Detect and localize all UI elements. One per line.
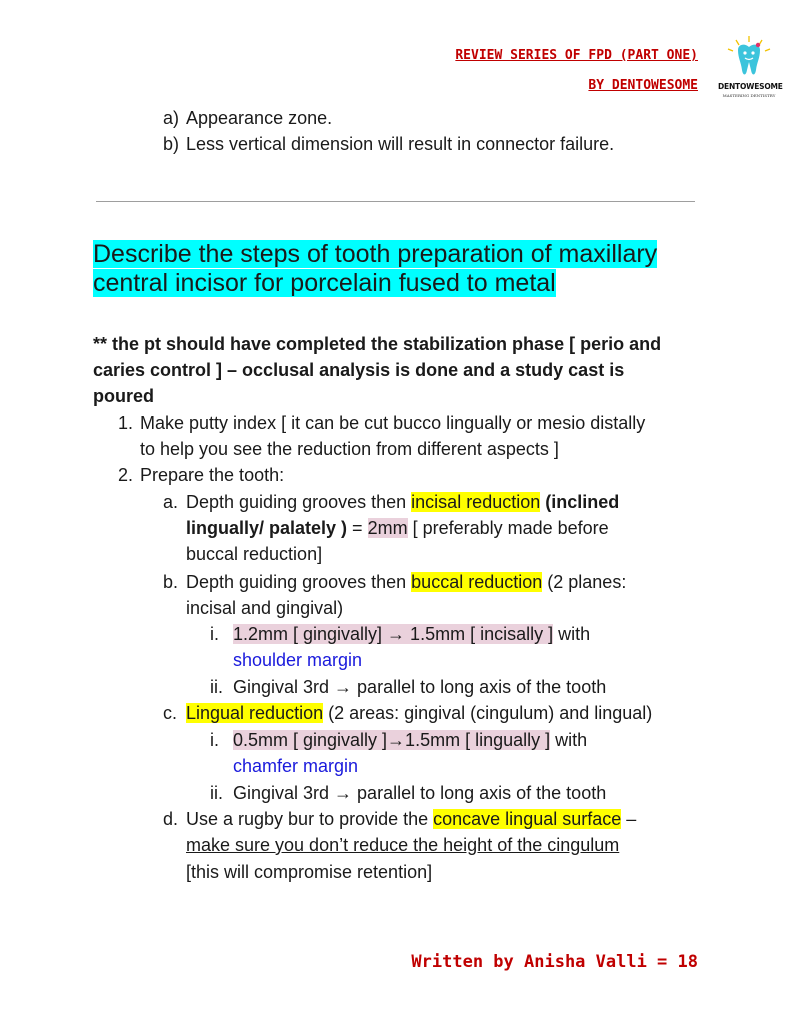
roman-marker: i. xyxy=(210,730,219,750)
substep-c-ii: Gingival 3rd → parallel to long axis of the tooth xyxy=(233,783,607,803)
roman-marker: i. xyxy=(210,624,219,644)
step-1-line1: Make putty index [ it can be cut bucco lingually or mesio distally xyxy=(140,413,646,433)
substep-c-i-line1: 0.5mm [ gingivally ]→1.5mm [ lingually ] with xyxy=(233,730,588,750)
substep-marker: d. xyxy=(163,809,179,829)
highlight: Lingual reduction xyxy=(186,703,324,723)
dentowesome-logo xyxy=(718,34,783,104)
substep-a-line2: lingually/ palately ) = 2mm [ preferably made before xyxy=(186,518,609,538)
step-2-text: Prepare the tooth: xyxy=(140,465,285,485)
substep-b-line2: incisal and gingival) xyxy=(186,598,344,618)
logo-name: DENTOWESOME xyxy=(718,82,783,91)
highlight: 0.5mm [ gingivally ]→1.5mm [ lingually ] xyxy=(233,730,551,750)
roman-marker: ii. xyxy=(210,677,223,697)
substep-c-line1: Lingual reduction (2 areas: gingival (cingulum) and lingual) xyxy=(186,703,653,723)
header-author: BY DENTOWESOME xyxy=(588,78,698,93)
substep-b-ii: Gingival 3rd → parallel to long axis of the tooth xyxy=(233,677,607,697)
substep-d-line3: [this will compromise retention] xyxy=(186,862,433,882)
highlight: buccal reduction xyxy=(411,572,543,592)
divider xyxy=(96,201,695,202)
substep-c-i-line2: chamfer margin xyxy=(233,756,359,776)
substep-marker: b. xyxy=(163,572,179,592)
substep-d-line1: Use a rugby bur to provide the concave lingual surface – xyxy=(186,809,637,829)
substep-marker: a. xyxy=(163,492,179,512)
note-line2: caries control ] – occlusal analysis is done and a study cast is xyxy=(93,360,625,380)
substep-d-line2: make sure you don’t reduce the height of the cingulum xyxy=(186,835,620,855)
highlight: 2mm xyxy=(367,518,408,538)
highlight: incisal reduction xyxy=(411,492,541,512)
substep-b-i-line2: shoulder margin xyxy=(233,650,363,670)
footer-author-page: Written by Anisha Valli = 18 xyxy=(411,952,698,972)
roman-marker: ii. xyxy=(210,783,223,803)
logo-tagline: MASTERING DENTISTRY xyxy=(722,93,776,98)
substep-b-i-line1: 1.2mm [ gingivally] → 1.5mm [ incisally ] with xyxy=(233,624,591,644)
note-line3: poured xyxy=(93,386,154,406)
substep-marker: c. xyxy=(163,703,178,723)
substep-a-line3: buccal reduction] xyxy=(186,544,323,564)
list-item: Appearance zone. xyxy=(186,108,333,128)
step-1-line2: to help you see the reduction from different aspects ] xyxy=(140,439,559,459)
highlight: concave lingual surface xyxy=(433,809,622,829)
list-marker: a) xyxy=(163,108,180,128)
substep-b-line1: Depth guiding grooves then buccal reduction (2 planes: xyxy=(186,572,627,592)
substep-a-line1: Depth guiding grooves then incisal reduction (inclined xyxy=(186,492,620,512)
highlight: 1.2mm [ gingivally] → 1.5mm [ incisally ] xyxy=(233,624,554,644)
step-marker: 1. xyxy=(118,413,134,433)
header-series-title: REVIEW SERIES OF FPD (PART ONE) xyxy=(455,48,698,63)
list-item: Less vertical dimension will result in connector failure. xyxy=(186,134,615,154)
note-line1: ** the pt should have completed the stabilization phase [ perio and xyxy=(93,334,662,354)
step-marker: 2. xyxy=(118,465,134,485)
question-title-line2: central incisor for porcelain fused to metal xyxy=(93,269,556,297)
question-title-line1: Describe the steps of tooth preparation of maxillary xyxy=(93,240,658,268)
list-marker: b) xyxy=(163,134,180,154)
tooth-icon xyxy=(718,34,780,82)
